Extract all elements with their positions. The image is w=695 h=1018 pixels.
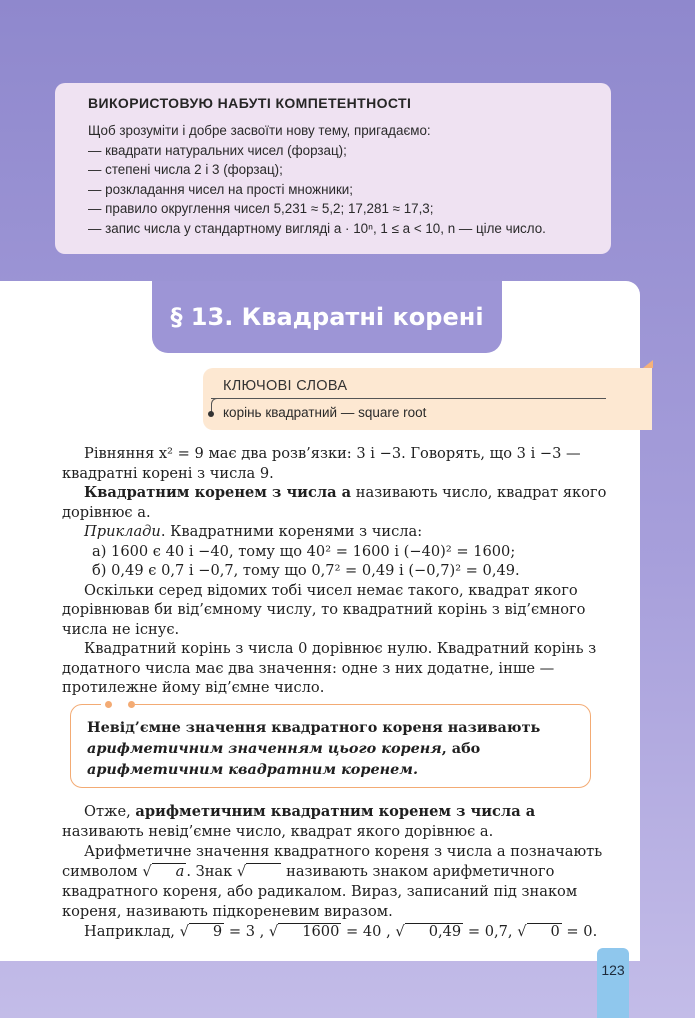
- keywords-box: [203, 368, 652, 430]
- section-heading: § 13. Квадратні корені: [152, 281, 502, 353]
- text: називають невід’ємне число, квадрат якого дорівнює a.: [62, 823, 494, 840]
- example-b: б) 0,49 є 0,7 і −0,7, тому що 0,7² = 0,49 і (−0,7)² = 0,49.: [92, 562, 520, 579]
- text: називають знаком арифметичного квадратного кореня, або радикалом. Вираз, записаний під знаком кореня, називають підкореневим виразом.: [62, 863, 578, 920]
- definition-term: Квадратним коренем з числа a: [84, 484, 352, 501]
- paragraph: Оскільки серед відомих тобі чисел немає такого, квадрат якого дорівнював би від’ємному числу, то квадратний корінь з від’ємного числа не існує.: [62, 581, 586, 638]
- bullet-dot-icon: [208, 411, 214, 417]
- rule-term: арифметичним квадратним коренем.: [87, 761, 418, 778]
- paragraph: Рівняння x² = 9 має два розв’язки: 3 і −3. Говорять, що 3 і −3 — квадратні корені з числа 9.: [62, 445, 581, 482]
- text: Отже,: [84, 803, 136, 820]
- paragraph: [62, 802, 614, 842]
- examples-line: Наприклад, √ 9 = 3 , √ 1600 = 40 , √ 0,49 = 0,7, √ 0 = 0.: [84, 923, 598, 940]
- rule-box-dot: [105, 701, 112, 708]
- example-a: а) 1600 є 40 і −40, тому що 40² = 1600 і (−40)² = 1600;: [92, 542, 516, 560]
- text: Наприклад,: [84, 923, 180, 940]
- sqrt-radicand: 1600: [278, 923, 341, 940]
- keyword-term: корінь квадратний — square root: [223, 405, 427, 420]
- examples-label: Приклади: [84, 523, 161, 540]
- keywords-corner-fold: [643, 360, 653, 368]
- body-text: [62, 444, 614, 698]
- definition-text: називають число, квадрат якого дорівнює a.: [62, 484, 607, 521]
- text: = 0,7,: [463, 923, 518, 940]
- sqrt-radicand: 0,49: [405, 923, 464, 940]
- examples-intro: [62, 522, 614, 542]
- rule-text: , або: [441, 740, 481, 757]
- keywords-title: КЛЮЧОВІ СЛОВА: [223, 378, 348, 394]
- examples-text: . Квадратними коренями з числа:: [160, 523, 423, 540]
- body-text-2: [62, 802, 614, 942]
- sqrt-radicand: a: [175, 863, 185, 880]
- rule-box: [70, 704, 591, 788]
- sqrt-symbol: √ a: [142, 863, 185, 880]
- sqrt-radicand: 0: [527, 923, 562, 940]
- page-number: 123: [597, 948, 629, 1018]
- text: = 0.: [561, 923, 598, 940]
- rule-text: Невід’ємне значення квадратного кореня називають: [87, 719, 541, 736]
- paragraph: [62, 842, 614, 922]
- competence-intro: Щоб зрозуміти і добре засвоїти нову тему, пригадаємо:: [88, 123, 431, 138]
- text: Арифметичне значення квадратного кореня з числа a позначають символом: [62, 843, 603, 880]
- competence-item: — степені числа 2 і 3 (форзац);: [88, 160, 595, 180]
- competence-item: — правило округлення чисел 5,231 ≈ 5,2; 17,281 ≈ 17,3;: [88, 199, 595, 219]
- competence-title: ВИКОРИСТОВУЮ НАБУТІ КОМПЕТЕНТНОСТІ: [88, 95, 412, 111]
- competence-box: [55, 83, 611, 254]
- sqrt-radicand: 9: [189, 923, 224, 940]
- definition-term: арифметичним квадратним коренем з числа a: [135, 803, 536, 820]
- rule-term: арифметичним значенням цього кореня: [87, 740, 442, 757]
- competence-item: — запис числа у стандартному вигляді a · 10ⁿ, 1 ≤ a < 10, n — ціле число.: [88, 219, 595, 239]
- definition-paragraph: [62, 483, 614, 522]
- keywords-divider: [211, 398, 606, 399]
- radical-sign-icon: √: [237, 863, 282, 880]
- paragraph: Квадратний корінь з числа 0 дорівнює нулю. Квадратний корінь з додатного числа має два значення: одне з них додатне, інше — протилежне йому від’ємне число.: [62, 640, 597, 696]
- text: = 40 ,: [341, 923, 396, 940]
- rule-box-dot: [128, 701, 135, 708]
- text: . Знак: [186, 863, 237, 880]
- competence-item: — розкладання чисел на прості множники;: [88, 180, 595, 200]
- text: = 3 ,: [224, 923, 269, 940]
- competence-item: — квадрати натуральних чисел (форзац);: [88, 141, 595, 161]
